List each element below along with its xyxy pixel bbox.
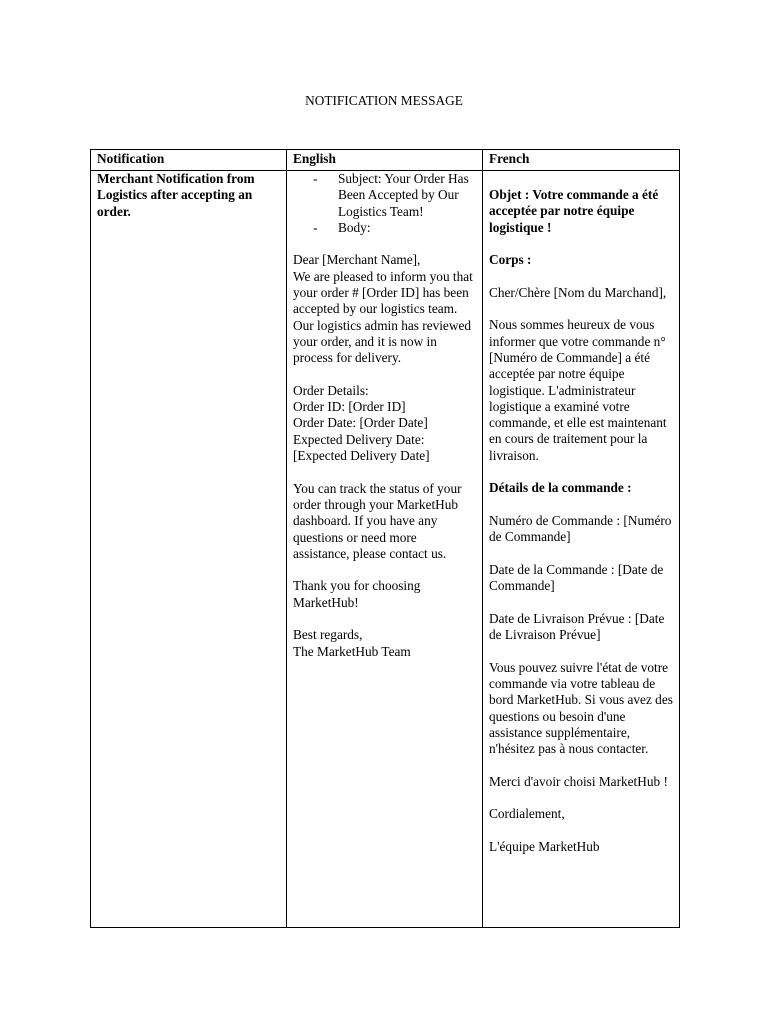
english-body-label: Body:: [338, 219, 371, 235]
notification-table: [90, 149, 680, 928]
list-item: - Subject: Your Order Has Been Accepted by Our Logistics Team!: [313, 171, 469, 219]
english-regards: Best regards,: [293, 627, 363, 643]
french-intro: Nous sommes heureux de vous informer que votre commande n° [Numéro de Commande] a été acceptée par notre équipe logistique. L'administrateur logistique a examiné votre commande, et elle est maintenant en cours de traitement pour la livraison.: [489, 317, 667, 463]
header-notification: Notification: [91, 150, 287, 171]
french-subject: Objet : Votre commande a été acceptée par notre équipe logistique !: [489, 187, 659, 235]
english-intro: We are pleased to inform you that your order # [Order ID] has been accepted by our logistics team. Our logistics admin has reviewed your order, and it is now in process for delivery.: [293, 268, 473, 366]
english-details-heading: Order Details:: [293, 382, 369, 398]
english-cell: [287, 171, 483, 928]
notification-name: Merchant Notification from Logistics after accepting an order.: [97, 171, 255, 219]
english-delivery-date: Expected Delivery Date: [Expected Delivery Date]: [293, 431, 430, 464]
english-subject: Subject: Your Order Has Been Accepted by Our Logistics Team!: [338, 171, 469, 219]
french-thanks: Merci d'avoir choisi MarketHub !: [489, 773, 668, 789]
french-track: Vous pouvez suivre l'état de votre commande via votre tableau de bord MarketHub. Si vous avez des questions ou besoin d'une assistance supplémentaire, n'hésitez pas à nous contacter.: [489, 659, 673, 757]
page-title: NOTIFICATION MESSAGE: [305, 93, 463, 108]
table-row: [91, 171, 680, 928]
english-thanks: Thank you for choosing MarketHub!: [293, 578, 421, 610]
french-team: L'équipe MarketHub: [489, 838, 600, 854]
french-greeting: Cher/Chère [Nom du Marchand],: [489, 284, 667, 300]
french-order-date: Date de la Commande : [Date de Commande]: [489, 561, 664, 594]
english-greeting: Dear [Merchant Name],: [293, 252, 421, 268]
english-order-id: Order ID: [Order ID]: [293, 399, 406, 415]
header-english: English: [287, 150, 483, 171]
english-team: The MarketHub Team: [293, 643, 411, 659]
french-order-id: Numéro de Commande : [Numéro de Commande]: [489, 512, 672, 545]
english-order-date: Order Date: [Order Date]: [293, 415, 428, 431]
french-regards: Cordialement,: [489, 806, 565, 822]
notification-cell: [91, 171, 287, 928]
english-subject-list: [293, 171, 476, 236]
list-item: - Body:: [313, 219, 371, 235]
english-track: You can track the status of your order through your MarketHub dashboard. If you have any questions or need more assistance, please contact us.: [293, 480, 462, 561]
french-delivery-date: Date de Livraison Prévue : [Date de Livraison Prévue]: [489, 610, 665, 643]
french-details-heading: Détails de la commande :: [489, 480, 632, 496]
french-cell: [483, 171, 680, 928]
header-french: French: [483, 150, 680, 171]
french-body-label: Corps :: [489, 252, 532, 268]
table-header-row: [91, 150, 680, 171]
